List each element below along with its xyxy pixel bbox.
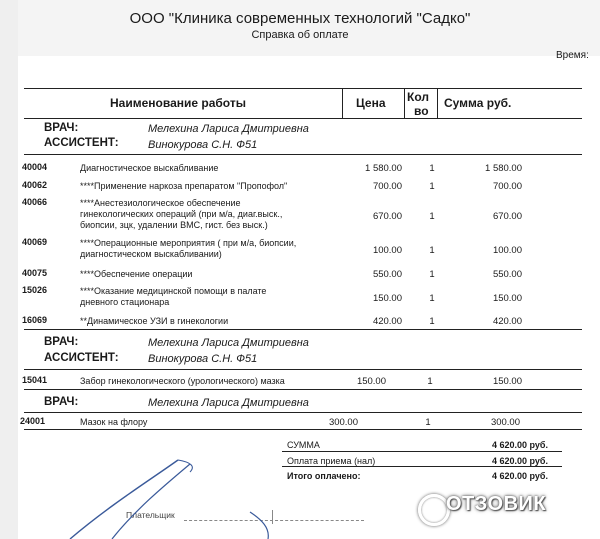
paid-label: Оплата приема (нал) bbox=[287, 456, 376, 466]
service-description: ****Операционные мероприятия ( при м/а, биопсии, bbox=[80, 238, 297, 248]
clinic-title: ООО "Клиника современных технологий "Садко" bbox=[129, 10, 471, 27]
service-price: 670.00 bbox=[372, 211, 402, 222]
service-price: 1 580.00 bbox=[365, 163, 402, 174]
service-price: 150.00 bbox=[356, 376, 386, 387]
service-code: 24001 bbox=[20, 416, 46, 426]
doctor-role-label: ВРАЧ: bbox=[44, 122, 79, 134]
service-description: Диагностическое выскабливание bbox=[80, 163, 219, 173]
service-price: 150.00 bbox=[372, 293, 402, 304]
service-sum: 670.00 bbox=[492, 211, 522, 222]
doctor-name: Мелехина Лариса Дмитриевна bbox=[148, 397, 309, 409]
assistant-role-label: АССИСТЕНТ: bbox=[44, 137, 119, 149]
column-header-price: Цена bbox=[356, 96, 386, 110]
service-qty: 1 bbox=[429, 245, 435, 256]
assistant-name: Винокурова С.Н. Ф51 bbox=[148, 353, 258, 365]
service-description: ****Оказание медицинской помощи в палате bbox=[80, 286, 267, 296]
service-code: 15041 bbox=[22, 375, 48, 385]
service-price: 100.00 bbox=[372, 245, 402, 256]
service-code: 16069 bbox=[22, 315, 48, 325]
service-price: 550.00 bbox=[372, 269, 402, 280]
service-sum: 100.00 bbox=[492, 245, 522, 256]
service-qty: 1 bbox=[427, 376, 433, 387]
service-description: ****Применение наркоза препаратом "Пропофол" bbox=[80, 181, 288, 191]
service-sum: 700.00 bbox=[492, 181, 522, 192]
service-code: 40069 bbox=[22, 237, 48, 247]
service-description: **Динамическое УЗИ в гинекологии bbox=[80, 316, 229, 326]
doctor-name: Мелехина Лариса Дмитриевна bbox=[148, 123, 309, 135]
service-description: биопсии, зцк, удалении ВМС, гист. без выск.) bbox=[80, 220, 268, 230]
service-qty: 1 bbox=[429, 163, 435, 174]
assistant-name: Винокурова С.Н. Ф51 bbox=[148, 139, 258, 151]
column-header-qty-line2: во bbox=[414, 104, 429, 118]
time-label: Время: bbox=[556, 50, 589, 61]
column-header-name: Наименование работы bbox=[110, 96, 246, 110]
service-qty: 1 bbox=[429, 316, 435, 327]
service-description: Забор гинекологического (урологического) мазка bbox=[80, 376, 285, 386]
column-header-qty-line1: Кол bbox=[407, 90, 429, 104]
service-qty: 1 bbox=[429, 269, 435, 280]
service-code: 40066 bbox=[22, 197, 48, 207]
service-sum: 1 580.00 bbox=[485, 163, 522, 174]
service-sum: 420.00 bbox=[492, 316, 522, 327]
service-description: гинекологических операций (при м/а, диаг.выск., bbox=[80, 209, 283, 219]
payer-label: Плательщик bbox=[126, 510, 175, 520]
assistant-role-label: АССИСТЕНТ: bbox=[44, 352, 119, 364]
service-code: 40075 bbox=[22, 268, 48, 278]
doctor-name: Мелехина Лариса Дмитриевна bbox=[148, 337, 309, 349]
service-price: 300.00 bbox=[328, 417, 358, 428]
service-description: диагностическом выскабливании) bbox=[80, 249, 222, 259]
service-sum: 150.00 bbox=[492, 376, 522, 387]
service-price: 420.00 bbox=[372, 316, 402, 327]
service-sum: 300.00 bbox=[490, 417, 520, 428]
service-qty: 1 bbox=[429, 293, 435, 304]
service-code: 40004 bbox=[22, 162, 48, 172]
service-qty: 1 bbox=[429, 181, 435, 192]
service-description: ****Обеспечение операции bbox=[80, 269, 193, 279]
doctor-role-label: ВРАЧ: bbox=[44, 336, 79, 348]
service-code: 40062 bbox=[22, 180, 48, 190]
service-code: 15026 bbox=[22, 285, 48, 295]
service-price: 700.00 bbox=[372, 181, 402, 192]
sum-value: 4 620.00 руб. bbox=[492, 440, 548, 450]
service-qty: 1 bbox=[429, 211, 435, 222]
doctor-role-label: ВРАЧ: bbox=[44, 396, 79, 408]
column-header-sum: Сумма руб. bbox=[444, 96, 512, 110]
service-description: Мазок на флору bbox=[80, 417, 148, 427]
total-label: Итого оплачено: bbox=[287, 471, 361, 481]
service-sum: 150.00 bbox=[492, 293, 522, 304]
total-value: 4 620.00 руб. bbox=[492, 471, 548, 481]
service-description: дневного стационара bbox=[80, 297, 170, 307]
service-sum: 550.00 bbox=[492, 269, 522, 280]
paid-value: 4 620.00 руб. bbox=[492, 456, 548, 466]
sum-label: СУММА bbox=[287, 440, 320, 450]
service-description: ****Анестезиологическое обеспечение bbox=[80, 198, 241, 208]
document-subtitle: Справка об оплате bbox=[251, 29, 349, 41]
service-qty: 1 bbox=[425, 417, 431, 428]
watermark-text: ОТЗОВИК bbox=[446, 493, 547, 515]
